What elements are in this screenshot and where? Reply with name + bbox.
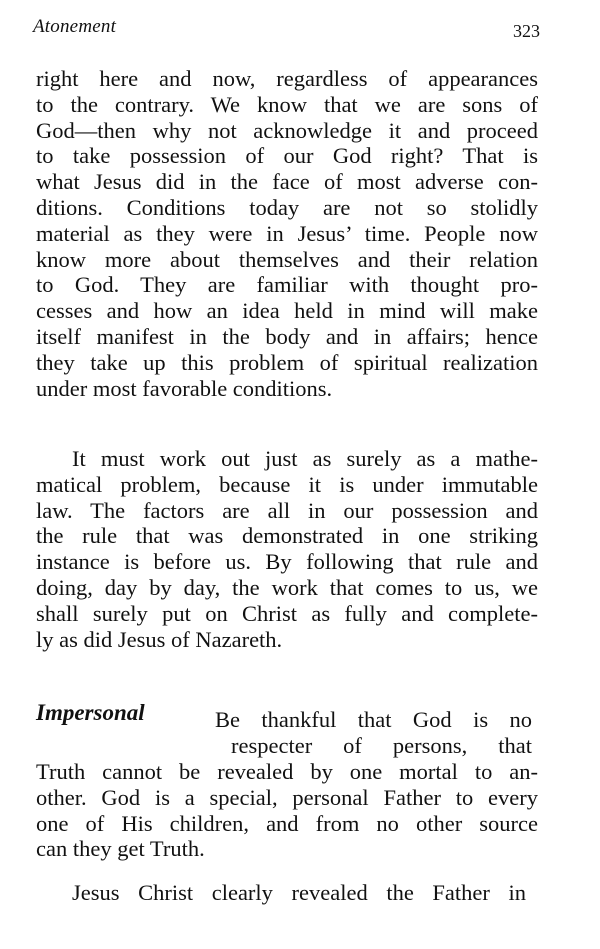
paragraph-2-line-3: law. The factors are all in our possession and [36,497,538,523]
section-hanging-text [215,707,532,759]
paragraph-3-line-1: Truth cannot be revealed by one mortal to an- [36,759,538,784]
paragraph-2-line-7: shall surely put on Christ as fully and complete- [36,600,538,626]
paragraph-1-line-11: itself manifest in the body and in affairs; hence [36,323,538,349]
paragraph-1-line-9: to God. They are familiar with thought pro- [36,272,538,298]
section-hanging-line-2: respecter of persons, that [231,733,532,758]
paragraph-2-line-8: ly as did Jesus of Nazareth. [36,626,283,652]
section-hanging-line-1: Be thankful that God is no [215,707,532,732]
paragraph-1-line-7: material as they were in Jesus’ time. People now [36,220,538,246]
paragraph-1-line-3: God—then why not acknowledge it and proceed [36,117,538,143]
paragraph-3-line-4: can they get Truth. [36,836,205,862]
paragraph-2 [36,446,538,652]
paragraph-1-line-12: they take up this problem of spiritual realization [36,349,538,375]
paragraph-2-line-4: the rule that was demonstrated in one striking [36,523,538,549]
paragraph-1-line-13: under most favorable conditions. [36,375,333,401]
paragraph-1-line-8: know more about themselves and their relation [36,246,538,272]
paragraph-3 [36,759,538,862]
paragraph-1-line-1: right here and now, regardless of appearances [36,66,538,91]
paragraph-1-line-2: to the contrary. We know that we are sons of [36,91,538,117]
paragraph-1-line-4: to take possession of our God right? That is [36,143,538,169]
page-number: 323 [513,21,540,41]
section-heading: Impersonal [36,700,145,725]
paragraph-4-line-1: Jesus Christ clearly revealed the Father in [72,880,526,905]
paragraph-1 [36,66,538,401]
paragraph-1-line-6: ditions. Conditions today are not so stolidly [36,194,538,220]
paragraph-1-line-10: cesses and how an idea held in mind will make [36,298,538,324]
paragraph-2-line-2: matical problem, because it is under immutable [36,471,538,497]
paragraph-2-line-5: instance is before us. By following that rule and [36,549,538,575]
paragraph-3-line-3: one of His children, and from no other source [36,810,538,836]
paragraph-1-line-5: what Jesus did in the face of most adverse con- [36,169,538,195]
paragraph-4 [36,880,526,906]
paragraph-3-line-2: other. God is a special, personal Father to every [36,784,538,810]
paragraph-2-line-1: It must work out just as surely as a mathe- [72,446,538,471]
running-head: Atonement [33,16,117,37]
paragraph-2-line-6: doing, day by day, the work that comes to us, we [36,574,538,600]
